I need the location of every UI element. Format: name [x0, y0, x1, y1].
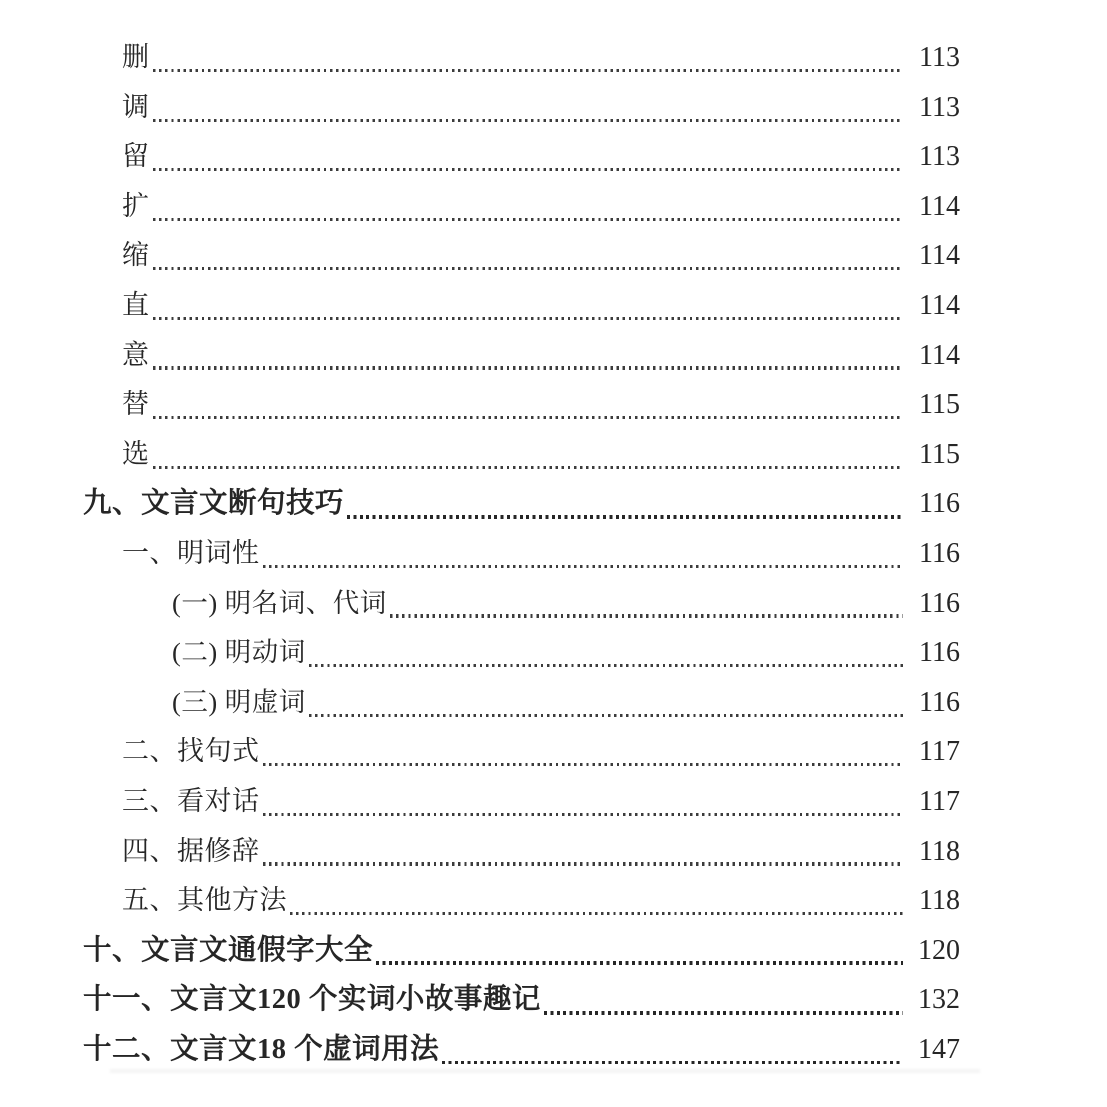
- toc-entry-label: 留: [122, 141, 150, 172]
- toc-row: [0, 231, 1107, 281]
- dotted-leader: [153, 466, 904, 469]
- toc-entry-label: 五、其他方法: [122, 885, 287, 916]
- toc-row: [0, 579, 1107, 629]
- toc-page-number: 117: [919, 785, 960, 817]
- dotted-leader: [376, 961, 903, 965]
- toc-page-number: 117: [919, 736, 960, 768]
- toc-row: [0, 727, 1107, 777]
- toc-row: [0, 430, 1107, 480]
- toc-row: [0, 281, 1107, 331]
- toc-row: [0, 678, 1107, 728]
- dotted-leader: [263, 565, 904, 568]
- toc-row: [0, 777, 1107, 827]
- toc-page-number: 118: [919, 885, 960, 917]
- toc-row: [0, 628, 1107, 678]
- scan-artifact-line: [110, 1069, 980, 1073]
- toc-page-number: 113: [919, 42, 960, 73]
- toc-page-number: 116: [919, 488, 960, 520]
- toc-page-number: 118: [919, 835, 960, 867]
- toc-entry-label: (一) 明名词、代词: [172, 587, 387, 618]
- toc-entry-label: 十二、文言文18 个虚词用法: [83, 1033, 440, 1065]
- toc-row: [0, 33, 1107, 83]
- dotted-leader: [309, 664, 903, 667]
- toc-row: [0, 132, 1107, 182]
- toc-page-number: 113: [919, 141, 960, 173]
- toc-entry-label: 扩: [122, 190, 150, 221]
- toc-page-number: 116: [919, 587, 960, 619]
- dotted-leader: [153, 218, 904, 221]
- toc-entry-label: 九、文言文断句技巧: [83, 488, 345, 520]
- toc-page-number: 115: [919, 438, 960, 470]
- dotted-leader: [153, 119, 904, 122]
- toc-row: [0, 83, 1107, 133]
- toc-page-number: 113: [919, 91, 960, 123]
- dotted-leader: [347, 515, 903, 519]
- table-of-contents: [0, 33, 1107, 1074]
- toc-entry-label: 二、找句式: [122, 736, 260, 767]
- toc-entry-label: 选: [122, 438, 150, 469]
- dotted-leader: [309, 714, 903, 717]
- dotted-leader: [263, 813, 904, 816]
- toc-entry-label: 十一、文言文120 个实词小故事趣记: [83, 984, 541, 1016]
- dotted-leader: [442, 1061, 903, 1065]
- toc-page-number: 147: [918, 1033, 960, 1065]
- toc-entry-label: 缩: [122, 240, 150, 271]
- dotted-leader: [263, 862, 904, 865]
- dotted-leader: [263, 763, 904, 766]
- dotted-leader: [290, 912, 903, 915]
- toc-row: [0, 876, 1107, 926]
- toc-entry-label: 删: [122, 42, 150, 72]
- toc-page-number: 120: [918, 934, 960, 966]
- toc-row: [0, 182, 1107, 232]
- dotted-leader: [153, 69, 904, 72]
- toc-entry-label: 一、明词性: [122, 537, 260, 568]
- toc-row: [0, 926, 1107, 976]
- toc-row: [0, 975, 1107, 1025]
- toc-entry-label: 十、文言文通假字大全: [83, 934, 374, 966]
- dotted-leader: [153, 317, 904, 320]
- toc-page-number: 114: [919, 339, 960, 371]
- toc-page-number: 116: [919, 537, 960, 569]
- toc-entry-label: 三、看对话: [122, 785, 260, 816]
- toc-entry-label: (三) 明虚词: [172, 686, 306, 717]
- toc-entry-label: 调: [122, 91, 150, 122]
- toc-entry-label: (二) 明动词: [172, 637, 306, 668]
- toc-row: [0, 380, 1107, 430]
- dotted-leader: [544, 1011, 903, 1015]
- toc-entry-label: 四、据修辞: [122, 835, 260, 866]
- toc-page-number: 114: [919, 190, 960, 222]
- dotted-leader: [153, 416, 904, 419]
- dotted-leader: [390, 614, 903, 617]
- toc-page-number: 116: [919, 686, 960, 718]
- toc-entry-label: 直: [122, 289, 150, 320]
- dotted-leader: [153, 267, 904, 270]
- toc-row: [0, 331, 1107, 381]
- toc-page-number: 132: [918, 984, 960, 1016]
- toc-row: [0, 479, 1107, 529]
- dotted-leader: [153, 168, 904, 171]
- toc-entry-label: 意: [122, 339, 150, 370]
- toc-page-number: 114: [919, 240, 960, 272]
- toc-row: [0, 529, 1107, 579]
- toc-row: [0, 827, 1107, 877]
- toc-row: [0, 1025, 1107, 1075]
- dotted-leader: [153, 366, 904, 369]
- toc-entry-label: 替: [122, 389, 150, 420]
- toc-page-number: 115: [919, 389, 960, 421]
- toc-page-number: 116: [919, 637, 960, 669]
- toc-page-number: 114: [919, 289, 960, 321]
